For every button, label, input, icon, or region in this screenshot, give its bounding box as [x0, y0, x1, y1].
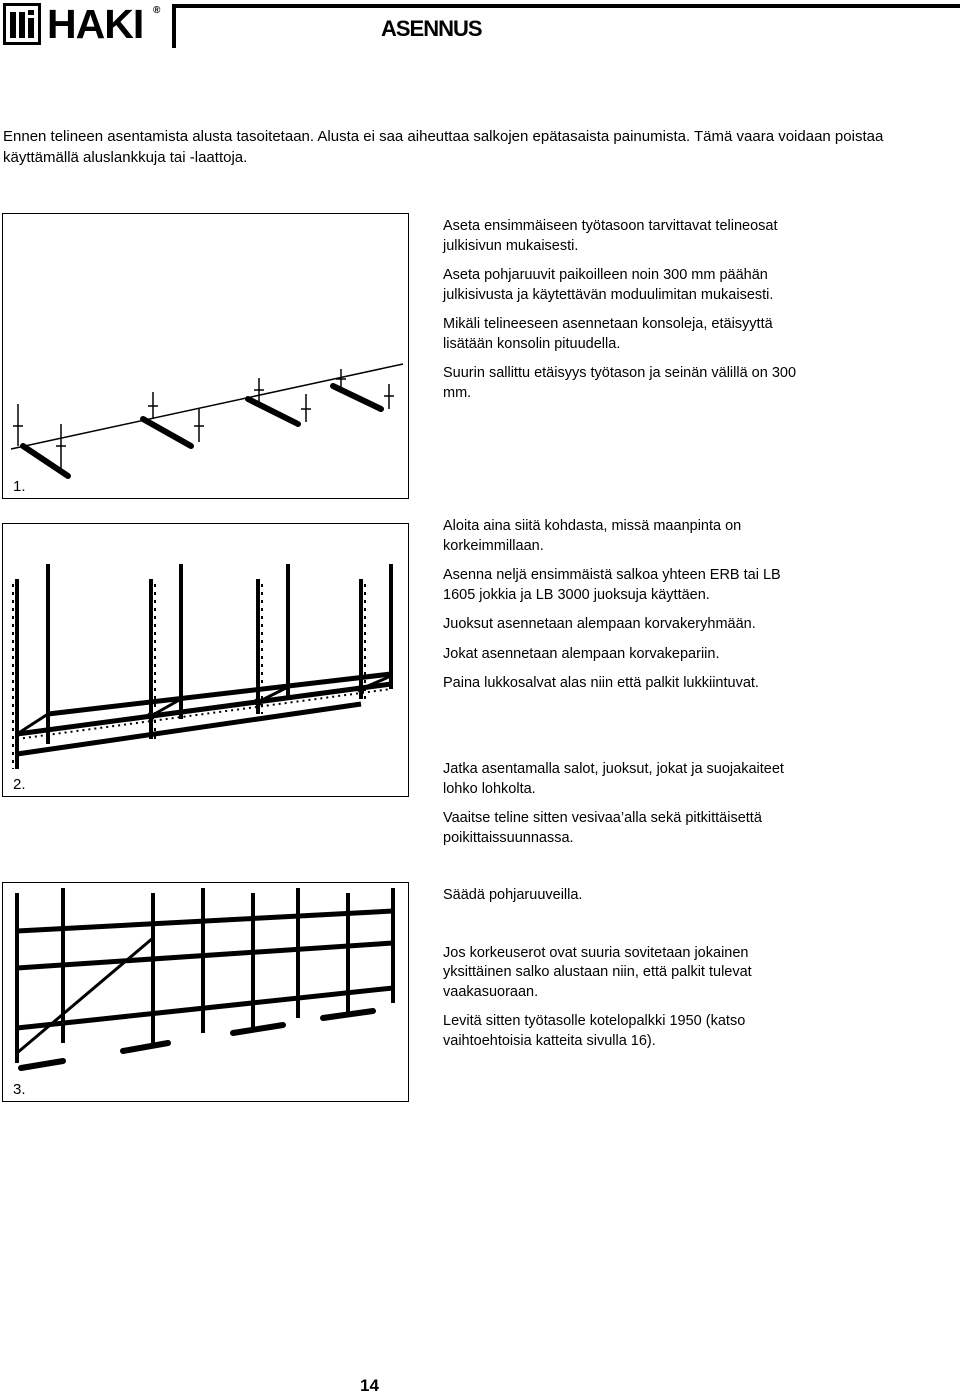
brand-name: HAKI	[47, 1, 144, 47]
figure-1	[2, 213, 409, 499]
figure-3-label: 3.	[13, 1081, 26, 1098]
header-frame	[172, 4, 960, 48]
step-2-text	[443, 517, 803, 704]
figure-1-illustration	[3, 214, 409, 499]
step-1-paragraph: Suurin sallittu etäisyys työtason ja seinän välillä on 300 mm.	[443, 365, 797, 401]
step-2-paragraph: Paina lukkosalvat alas niin että palkit lukkiintuvat.	[443, 675, 759, 691]
intro-paragraph: Ennen telineen asentamista alusta tasoitetaan. Alusta ei saa aiheuttaa salkojen epätasaista painumista. Tämä vaara voidaan poistaa käyttämällä aluslankkuja tai -laattoja.	[3, 128, 884, 166]
step-2-paragraph: Aloita aina siitä kohdasta, missä maanpinta on korkeimmillaan.	[443, 518, 742, 554]
step-1-paragraph: Mikäli telineeseen asennetaan konsoleja, etäisyyttä lisätään konsolin pituudella.	[443, 316, 773, 352]
step-3-paragraph: Levitä sitten työtasolle kotelopalkki 1950 (katso vaihtoehtoisia katteita sivulla 16).	[443, 1013, 746, 1049]
page-number: 14	[360, 1376, 379, 1395]
step-3-paragraph: Jos korkeuserot ovat suuria sovitetaan jokainen yksittäinen salko alustaan niin, että palkit tulevat vaakasuoraan.	[443, 944, 752, 1000]
step-1-paragraph: Aseta pohjaruuvit paikoilleen noin 300 mm päähän julkisivusta ja käytettävän moduulimitan mukaisesti.	[443, 267, 774, 303]
figure-3-illustration	[3, 883, 409, 1102]
registered-mark: ®	[153, 5, 161, 16]
haki-logo	[3, 3, 163, 47]
step-3-paragraph: Säädä pohjaruuveilla.	[443, 887, 583, 903]
figure-1-label: 1.	[13, 478, 26, 495]
haki-logo-mark-icon	[3, 3, 41, 45]
step-3-paragraph: Vaaitse teline sitten vesivaa’alla sekä pitkittäisettä poikittaissuunnassa.	[443, 810, 762, 846]
step-3-paragraph: Jatka asentamalla salot, juoksut, jokat ja suojakaiteet lohko lohkolta.	[443, 761, 784, 797]
figure-2	[2, 523, 409, 797]
step-2-paragraph: Asenna neljä ensimmäistä salkoa yhteen ERB tai LB 1605 jokkia ja LB 3000 juoksuja käyttäen.	[443, 567, 781, 603]
step-1-paragraph: Aseta ensimmäiseen työtasoon tarvittavat telineosat julkisivun mukaisesti.	[443, 218, 778, 254]
section-title: ASENNUS	[381, 16, 482, 41]
step-2-paragraph: Juoksut asennetaan alempaan korvakeryhmään.	[443, 616, 756, 632]
step-3-text	[443, 760, 803, 1061]
step-1-text	[443, 217, 803, 413]
step-2-paragraph: Jokat asennetaan alempaan korvakepariin.	[443, 645, 720, 662]
page-header	[0, 0, 960, 56]
figure-3	[2, 882, 409, 1102]
figure-2-label: 2.	[13, 776, 26, 793]
figure-2-illustration	[3, 524, 409, 797]
